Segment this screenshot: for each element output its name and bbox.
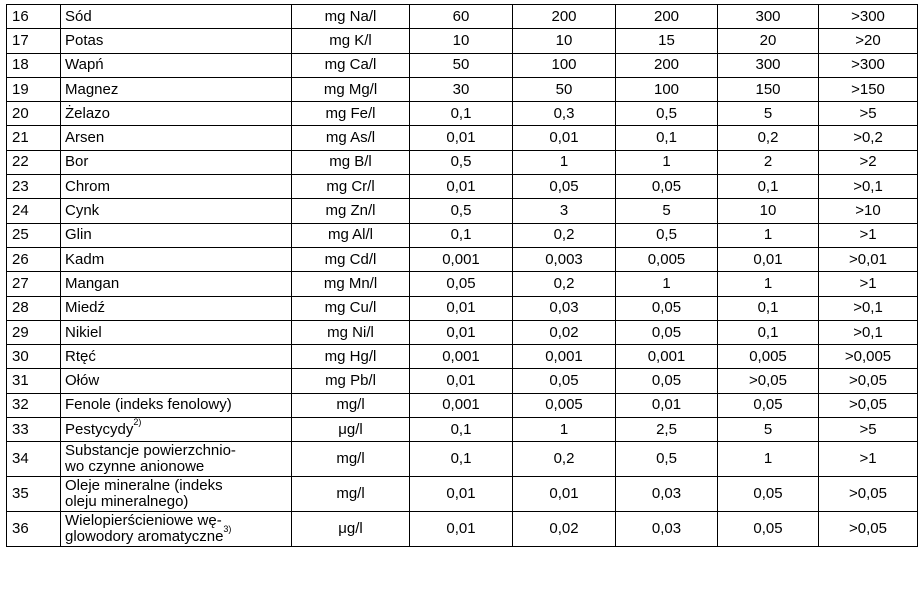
parameter-name-text: Wapń [65, 56, 104, 74]
row-number: 19 [7, 77, 61, 101]
limit-value-v4: 150 [718, 77, 819, 101]
parameter-name-text: Arsen [65, 129, 105, 147]
limit-value-v5: >0,01 [819, 247, 918, 271]
unit: mg Cr/l [292, 175, 410, 199]
limit-value-v5: >150 [819, 77, 918, 101]
parameter-name [61, 29, 292, 53]
table-row [7, 369, 918, 393]
limit-value-v3: 0,03 [616, 477, 718, 512]
parameter-name [61, 150, 292, 174]
limit-value-v1: 0,01 [410, 126, 513, 150]
limit-value-v3: 0,5 [616, 102, 718, 126]
parameter-name [61, 175, 292, 199]
row-number: 18 [7, 53, 61, 77]
limit-value-v3: 0,05 [616, 320, 718, 344]
limit-value-v2: 200 [513, 5, 616, 29]
table-row [7, 272, 918, 296]
limit-value-v2: 0,01 [513, 477, 616, 512]
parameter-name-text: Potas [65, 31, 104, 49]
table-row [7, 102, 918, 126]
parameter-name [61, 320, 292, 344]
limit-value-v1: 0,1 [410, 442, 513, 477]
limit-value-v3: 0,05 [616, 175, 718, 199]
limit-value-v1: 0,01 [410, 320, 513, 344]
parameter-name-text: Fenole (indeks fenolowy) [65, 396, 232, 414]
row-number: 35 [7, 477, 61, 512]
parameter-name-text: Nikiel [65, 323, 102, 341]
row-number: 26 [7, 247, 61, 271]
limit-value-v4: 2 [718, 150, 819, 174]
unit: mg/l [292, 393, 410, 417]
unit: mg Fe/l [292, 102, 410, 126]
parameter-name-text: Chrom [65, 177, 111, 195]
limit-value-v3: 0,5 [616, 223, 718, 247]
limit-value-v4: 20 [718, 29, 819, 53]
limit-value-v3: 0,05 [616, 296, 718, 320]
limit-value-v1: 50 [410, 53, 513, 77]
limit-value-v4: 300 [718, 53, 819, 77]
limit-value-v1: 10 [410, 29, 513, 53]
limit-value-v5: >1 [819, 272, 918, 296]
parameter-name-text: Rtęć [65, 347, 96, 365]
limit-value-v1: 0,1 [410, 223, 513, 247]
table-row [7, 5, 918, 29]
limit-value-v2: 0,05 [513, 369, 616, 393]
limit-value-v1: 0,1 [410, 418, 513, 442]
row-number: 23 [7, 175, 61, 199]
limit-value-v2: 10 [513, 29, 616, 53]
limit-value-v3: 1 [616, 272, 718, 296]
limit-value-v1: 0,001 [410, 247, 513, 271]
row-number: 33 [7, 418, 61, 442]
limit-value-v4: 0,005 [718, 345, 819, 369]
row-number: 22 [7, 150, 61, 174]
parameter-name [61, 247, 292, 271]
row-number: 32 [7, 393, 61, 417]
unit: μg/l [292, 418, 410, 442]
limit-value-v1: 30 [410, 77, 513, 101]
parameter-name-text: Miedź [65, 299, 106, 317]
limit-value-v2: 0,005 [513, 393, 616, 417]
limit-value-v5: >0,1 [819, 175, 918, 199]
table-body [7, 5, 918, 547]
parameter-name-text: Bor [65, 153, 89, 171]
parameter-name-text: Żelazo [65, 104, 111, 122]
parameter-name [61, 53, 292, 77]
limit-value-v5: >1 [819, 223, 918, 247]
limit-value-v1: 0,5 [410, 150, 513, 174]
row-number: 17 [7, 29, 61, 53]
limit-value-v3: 0,5 [616, 442, 718, 477]
unit: mg Cd/l [292, 247, 410, 271]
parameter-name-line2: glowodory aromatyczne [65, 528, 224, 546]
limit-value-v5: >0,1 [819, 296, 918, 320]
unit: mg/l [292, 477, 410, 512]
limit-value-v2: 50 [513, 77, 616, 101]
parameter-name [61, 199, 292, 223]
row-number: 24 [7, 199, 61, 223]
parameter-name [61, 442, 292, 477]
table-row [7, 477, 918, 512]
limit-value-v4: 300 [718, 5, 819, 29]
unit: mg Mn/l [292, 272, 410, 296]
table-row [7, 296, 918, 320]
limit-value-v4: 1 [718, 442, 819, 477]
footnote-marker: 2) [133, 416, 142, 427]
parameter-name [61, 345, 292, 369]
row-number: 28 [7, 296, 61, 320]
unit: mg Ni/l [292, 320, 410, 344]
limit-value-v3: 0,01 [616, 393, 718, 417]
limit-value-v4: 0,05 [718, 512, 819, 547]
limit-value-v5: >1 [819, 442, 918, 477]
table-row [7, 247, 918, 271]
limit-value-v2: 0,01 [513, 126, 616, 150]
limit-value-v5: >0,005 [819, 345, 918, 369]
parameter-name [61, 223, 292, 247]
row-number: 31 [7, 369, 61, 393]
limit-value-v3: 15 [616, 29, 718, 53]
unit: mg Mg/l [292, 77, 410, 101]
limit-value-v3: 2,5 [616, 418, 718, 442]
row-number: 25 [7, 223, 61, 247]
parameter-name [61, 5, 292, 29]
limit-value-v5: >0,05 [819, 393, 918, 417]
parameter-name [61, 512, 292, 547]
parameter-name [61, 477, 292, 512]
table-row [7, 126, 918, 150]
parameter-name-line1: Wielopierścieniowe wę- [65, 512, 222, 530]
table-row [7, 150, 918, 174]
limit-value-v4: >0,05 [718, 369, 819, 393]
limit-value-v4: 1 [718, 272, 819, 296]
table-row [7, 29, 918, 53]
limit-value-v3: 0,1 [616, 126, 718, 150]
limit-value-v4: 0,01 [718, 247, 819, 271]
parameter-name-text: Pestycydy [65, 420, 134, 438]
limit-value-v3: 0,05 [616, 369, 718, 393]
parameter-name [61, 418, 292, 442]
limit-value-v1: 0,01 [410, 512, 513, 547]
limit-value-v5: >20 [819, 29, 918, 53]
limit-value-v3: 1 [616, 150, 718, 174]
limit-value-v4: 0,2 [718, 126, 819, 150]
limit-value-v2: 3 [513, 199, 616, 223]
limit-value-v4: 10 [718, 199, 819, 223]
limit-value-v2: 0,2 [513, 442, 616, 477]
unit: mg/l [292, 442, 410, 477]
parameter-name-text: Ołów [65, 372, 100, 390]
row-number: 21 [7, 126, 61, 150]
parameter-name-line2: wo czynne anionowe [65, 458, 205, 476]
parameter-name [61, 369, 292, 393]
limit-value-v1: 0,001 [410, 345, 513, 369]
limit-value-v5: >0,05 [819, 477, 918, 512]
limit-value-v2: 0,3 [513, 102, 616, 126]
parameter-name [61, 272, 292, 296]
limit-value-v5: >2 [819, 150, 918, 174]
limit-value-v1: 0,1 [410, 102, 513, 126]
limit-value-v2: 100 [513, 53, 616, 77]
parameter-name-line1: Oleje mineralne (indeks [65, 477, 223, 495]
unit: mg Cu/l [292, 296, 410, 320]
limit-value-v5: >0,1 [819, 320, 918, 344]
table-row [7, 345, 918, 369]
unit: mg Al/l [292, 223, 410, 247]
water-quality-table [6, 4, 918, 547]
table-row [7, 77, 918, 101]
limit-value-v5: >300 [819, 5, 918, 29]
limit-value-v3: 100 [616, 77, 718, 101]
row-number: 29 [7, 320, 61, 344]
limit-value-v4: 5 [718, 418, 819, 442]
parameter-name-line2: oleju mineralnego) [65, 493, 189, 511]
row-number: 27 [7, 272, 61, 296]
footnote-marker: 3) [223, 524, 232, 535]
limit-value-v1: 0,001 [410, 393, 513, 417]
limit-value-v3: 200 [616, 5, 718, 29]
limit-value-v2: 1 [513, 150, 616, 174]
limit-value-v1: 0,5 [410, 199, 513, 223]
limit-value-v1: 0,05 [410, 272, 513, 296]
limit-value-v5: >0,05 [819, 512, 918, 547]
parameter-name [61, 102, 292, 126]
unit: mg K/l [292, 29, 410, 53]
unit: mg Zn/l [292, 199, 410, 223]
row-number: 30 [7, 345, 61, 369]
limit-value-v3: 200 [616, 53, 718, 77]
unit: mg B/l [292, 150, 410, 174]
limit-value-v5: >10 [819, 199, 918, 223]
table-row [7, 512, 918, 547]
unit: mg Ca/l [292, 53, 410, 77]
limit-value-v3: 0,001 [616, 345, 718, 369]
table-row [7, 418, 918, 442]
limit-value-v4: 0,05 [718, 477, 819, 512]
limit-value-v2: 1 [513, 418, 616, 442]
limit-value-v1: 0,01 [410, 175, 513, 199]
row-number: 20 [7, 102, 61, 126]
unit: mg As/l [292, 126, 410, 150]
row-number: 36 [7, 512, 61, 547]
parameter-name-text: Magnez [65, 80, 119, 98]
limit-value-v5: >0,05 [819, 369, 918, 393]
parameter-name-text: Kadm [65, 250, 105, 268]
limit-value-v1: 0,01 [410, 296, 513, 320]
row-number: 34 [7, 442, 61, 477]
parameter-name-text: Sód [65, 7, 92, 25]
limit-value-v4: 0,1 [718, 320, 819, 344]
limit-value-v2: 0,02 [513, 512, 616, 547]
parameter-name [61, 393, 292, 417]
limit-value-v2: 0,003 [513, 247, 616, 271]
limit-value-v2: 0,05 [513, 175, 616, 199]
parameter-name [61, 296, 292, 320]
parameter-name [61, 77, 292, 101]
limit-value-v5: >0,2 [819, 126, 918, 150]
limit-value-v5: >5 [819, 102, 918, 126]
limit-value-v2: 0,2 [513, 223, 616, 247]
table-row [7, 175, 918, 199]
table-row [7, 223, 918, 247]
parameter-name-text: Glin [65, 226, 92, 244]
limit-value-v4: 0,1 [718, 175, 819, 199]
limit-value-v5: >5 [819, 418, 918, 442]
limit-value-v2: 0,001 [513, 345, 616, 369]
limit-value-v4: 5 [718, 102, 819, 126]
limit-value-v4: 0,05 [718, 393, 819, 417]
limit-value-v5: >300 [819, 53, 918, 77]
table-row [7, 320, 918, 344]
limit-value-v4: 0,1 [718, 296, 819, 320]
parameter-name [61, 126, 292, 150]
parameter-name-text: Cynk [65, 202, 100, 220]
limit-value-v3: 5 [616, 199, 718, 223]
parameter-name-line1: Substancje powierzchnio- [65, 442, 236, 460]
limit-value-v2: 0,03 [513, 296, 616, 320]
unit: mg Hg/l [292, 345, 410, 369]
unit: μg/l [292, 512, 410, 547]
parameter-name-text: Mangan [65, 274, 120, 292]
limit-value-v1: 0,01 [410, 477, 513, 512]
limit-value-v1: 0,01 [410, 369, 513, 393]
unit: mg Pb/l [292, 369, 410, 393]
limit-value-v1: 60 [410, 5, 513, 29]
limit-value-v3: 0,005 [616, 247, 718, 271]
table-row [7, 199, 918, 223]
limit-value-v4: 1 [718, 223, 819, 247]
limit-value-v3: 0,03 [616, 512, 718, 547]
unit: mg Na/l [292, 5, 410, 29]
limit-value-v2: 0,02 [513, 320, 616, 344]
table-row [7, 53, 918, 77]
table-row [7, 393, 918, 417]
table-row [7, 442, 918, 477]
limit-value-v2: 0,2 [513, 272, 616, 296]
row-number: 16 [7, 5, 61, 29]
